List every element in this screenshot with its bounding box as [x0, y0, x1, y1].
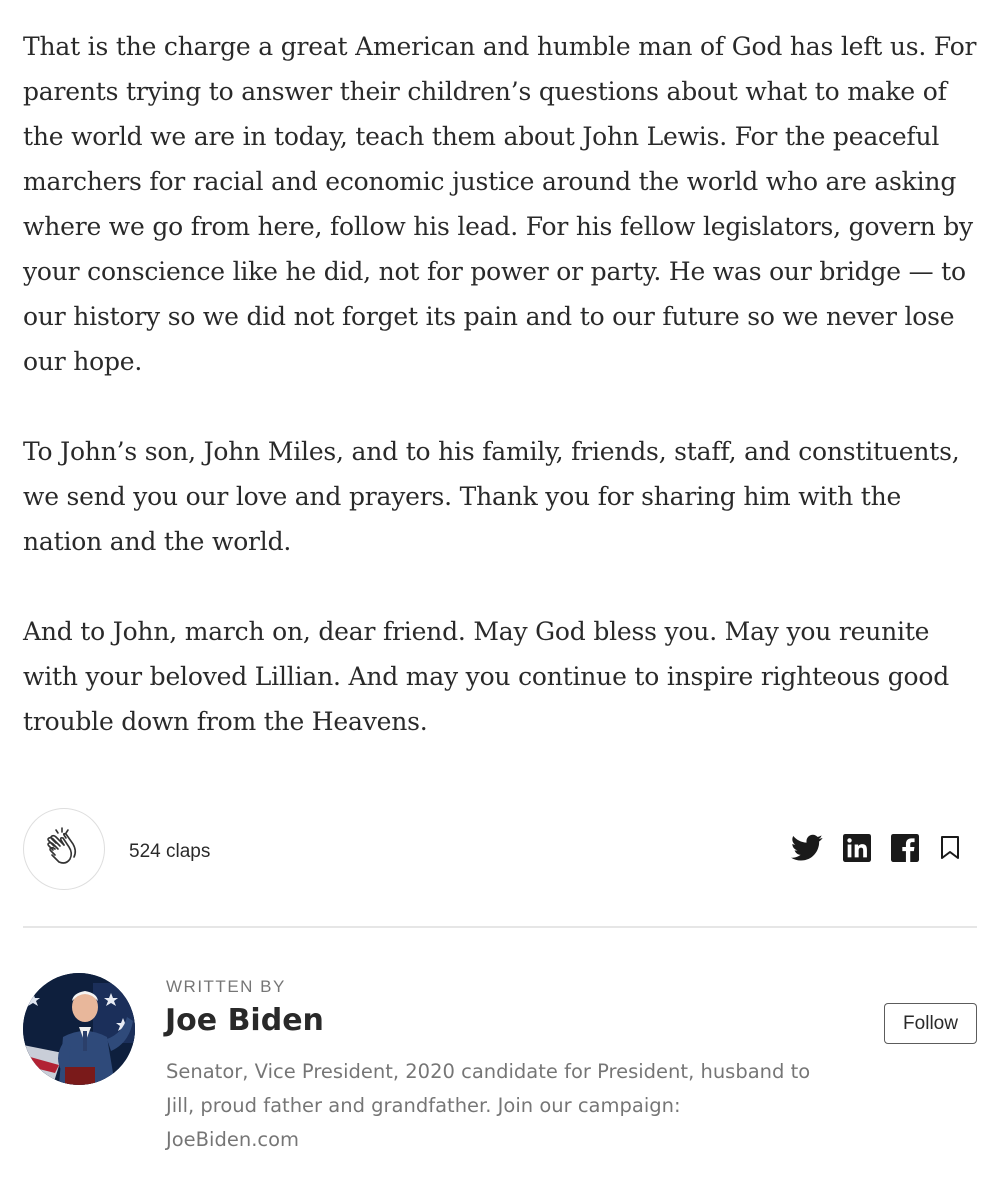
twitter-icon[interactable] [791, 834, 823, 862]
bookmark-icon[interactable] [939, 835, 961, 861]
article-paragraph: And to John, march on, dear friend. May God bless you. May you reunite with your beloved Lillian. And may you continue to inspire righteous good trouble down from the Heavens. [23, 617, 950, 736]
share-toolbar [771, 834, 961, 862]
article-body [23, 24, 983, 789]
author-card [23, 973, 977, 1163]
author-name[interactable]: Joe Biden [165, 1003, 324, 1038]
clap-count: 524 claps [129, 841, 211, 862]
clap-hands-icon [42, 825, 86, 874]
author-bio: Senator, Vice President, 2020 candidate for President, husband to Jill, proud father and grandfather. Join our campaign: JoeBiden.com [166, 1060, 811, 1151]
linkedin-icon[interactable] [843, 834, 871, 862]
follow-button[interactable]: Follow [884, 1003, 977, 1044]
article-paragraph: That is the charge a great American and humble man of God has left us. For parents trying to answer their children’s questions about what to make of the world we are in today, teach them about John Lewis. For the peaceful marchers for racial and economic justice around the world who are asking where we go from here, follow his lead. For his fellow legislators, govern by your conscience like he did, not for power or party. He was our bridge — to our history so we did not forget its pain and to our future so we never lose our hope. [23, 32, 977, 376]
article-paragraph: To John’s son, John Miles, and to his family, friends, staff, and constituents, we send you our love and prayers. Thank you for sharing him with the nation and the world. [23, 437, 960, 556]
avatar[interactable] [23, 973, 135, 1085]
facebook-icon[interactable] [891, 834, 919, 862]
section-divider [23, 926, 977, 928]
article-actions-bar [23, 808, 977, 890]
written-by-label: WRITTEN BY [166, 977, 286, 996]
clap-button[interactable] [23, 808, 105, 890]
